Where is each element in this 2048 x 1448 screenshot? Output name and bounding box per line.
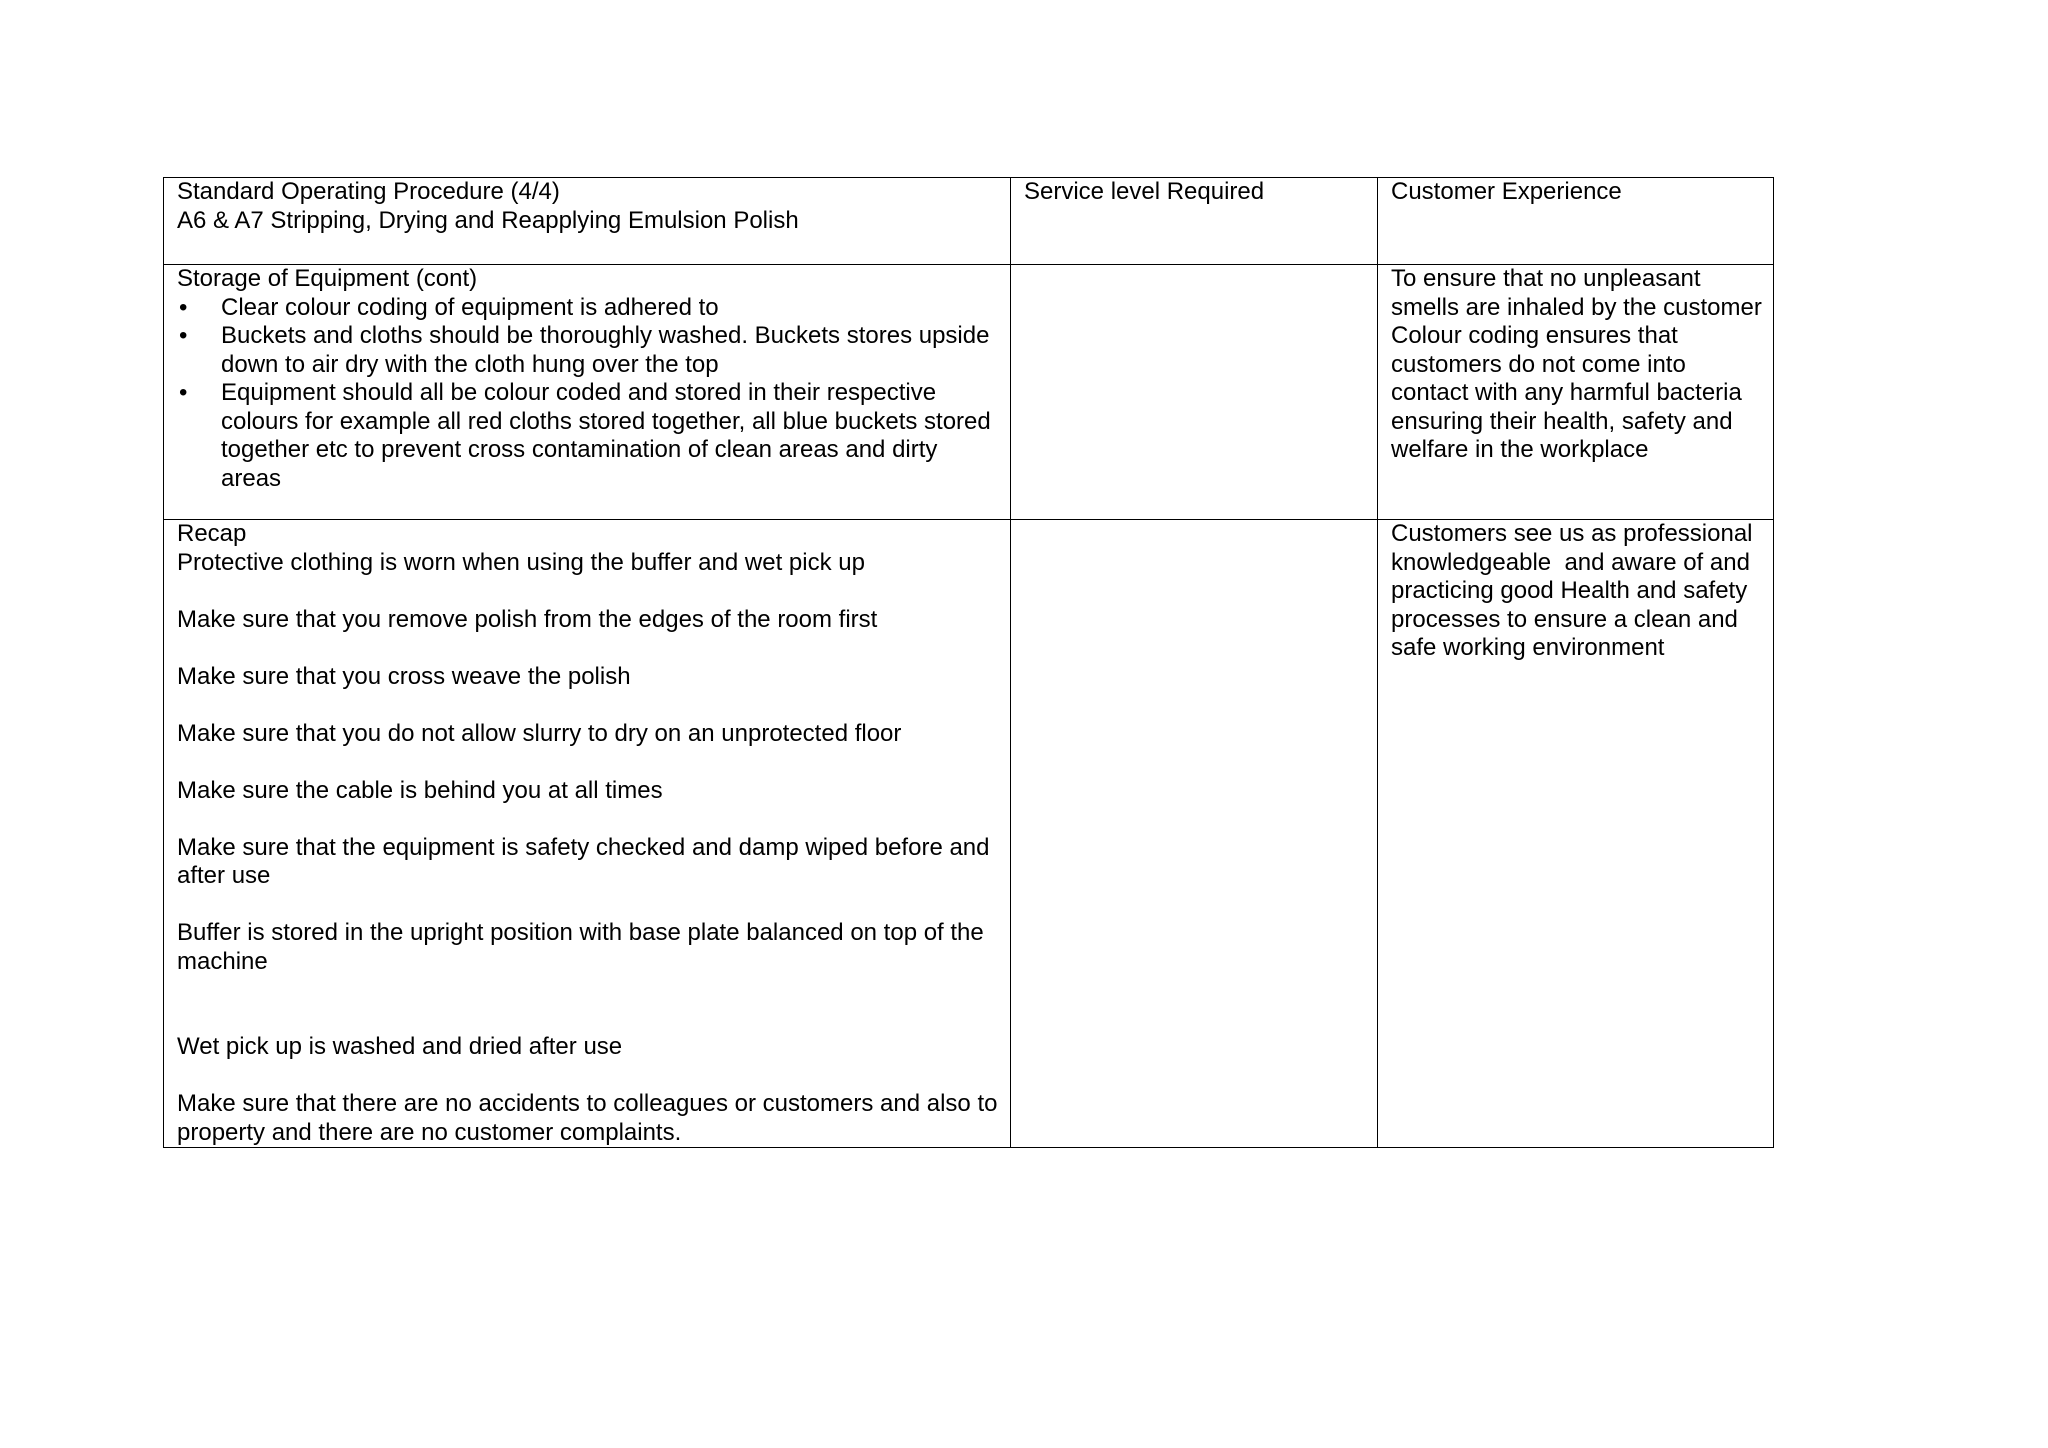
recap-service-level-cell	[1011, 520, 1378, 1148]
list-item	[177, 294, 1002, 323]
storage-procedure-cell	[164, 265, 1011, 520]
bullet-icon: •	[179, 322, 188, 349]
recap-item: Make sure that the equipment is safety checked and damp wiped before and after use	[177, 833, 990, 889]
storage-bullet-text: Clear colour coding of equipment is adhered to	[221, 293, 719, 321]
procedure-title: Standard Operating Procedure (4/4)	[177, 178, 560, 205]
customer-experience-header-cell	[1378, 178, 1774, 265]
service-level-heading: Service level Required	[1024, 178, 1265, 205]
storage-bullet-text: Equipment should all be colour coded and stored in their respective colours for example all red cloths stored together, all blue buckets stored together etc to prevent cross contamination of clean areas and dirty areas	[221, 379, 991, 492]
recap-item: Protective clothing is worn when using the buffer and wet pick up	[177, 548, 865, 576]
recap-customer-experience-cell	[1378, 520, 1774, 1148]
customer-experience-heading: Customer Experience	[1391, 178, 1622, 205]
table-row-recap	[164, 520, 1774, 1148]
bullet-icon: •	[179, 293, 188, 321]
recap-item: Make sure that there are no accidents to colleagues or customers and also to property and there are no customer complaints.	[177, 1090, 998, 1146]
storage-bullet-list	[177, 294, 1002, 494]
table-header-row	[164, 178, 1774, 265]
table-row-storage	[164, 265, 1774, 520]
recap-item: Make sure that you do not allow slurry to dry on an unprotected floor	[177, 719, 902, 747]
recap-item: Make sure the cable is behind you at all times	[177, 776, 663, 804]
recap-item: Wet pick up is washed and dried after use	[177, 1033, 623, 1060]
recap-item: Make sure that you remove polish from the edges of the room first	[177, 605, 878, 633]
storage-customer-experience-text: To ensure that no unpleasant smells are inhaled by the customer Colour coding ensures that customers do not come into contact with any harmful bacteria ensuring their health, safety and welfare in the workplace	[1391, 265, 1762, 463]
recap-item: Buffer is stored in the upright position with base plate balanced on top of the machine	[177, 919, 984, 975]
procedure-subtitle: A6 & A7 Stripping, Drying and Reapplying Emulsion Polish	[177, 206, 799, 234]
recap-section-title: Recap	[177, 520, 247, 547]
recap-customer-experience-text: Customers see us as professional knowledgeable and aware of and practicing good Health and safety processes to ensure a clean and safe working environment	[1391, 520, 1760, 661]
list-item	[177, 379, 1002, 493]
storage-customer-experience-cell	[1378, 265, 1774, 520]
storage-bullet-text: Buckets and cloths should be thoroughly washed. Buckets stores upside down to air dry with the cloth hung over the top	[221, 322, 990, 378]
list-item	[177, 322, 1002, 379]
recap-procedure-cell	[164, 520, 1011, 1148]
storage-service-level-cell	[1011, 265, 1378, 520]
bullet-icon: •	[179, 379, 188, 406]
procedure-header-cell	[164, 178, 1011, 265]
service-level-header-cell	[1011, 178, 1378, 265]
storage-section-title: Storage of Equipment (cont)	[177, 265, 478, 292]
sop-table	[163, 177, 1774, 1148]
recap-item: Make sure that you cross weave the polish	[177, 662, 631, 690]
